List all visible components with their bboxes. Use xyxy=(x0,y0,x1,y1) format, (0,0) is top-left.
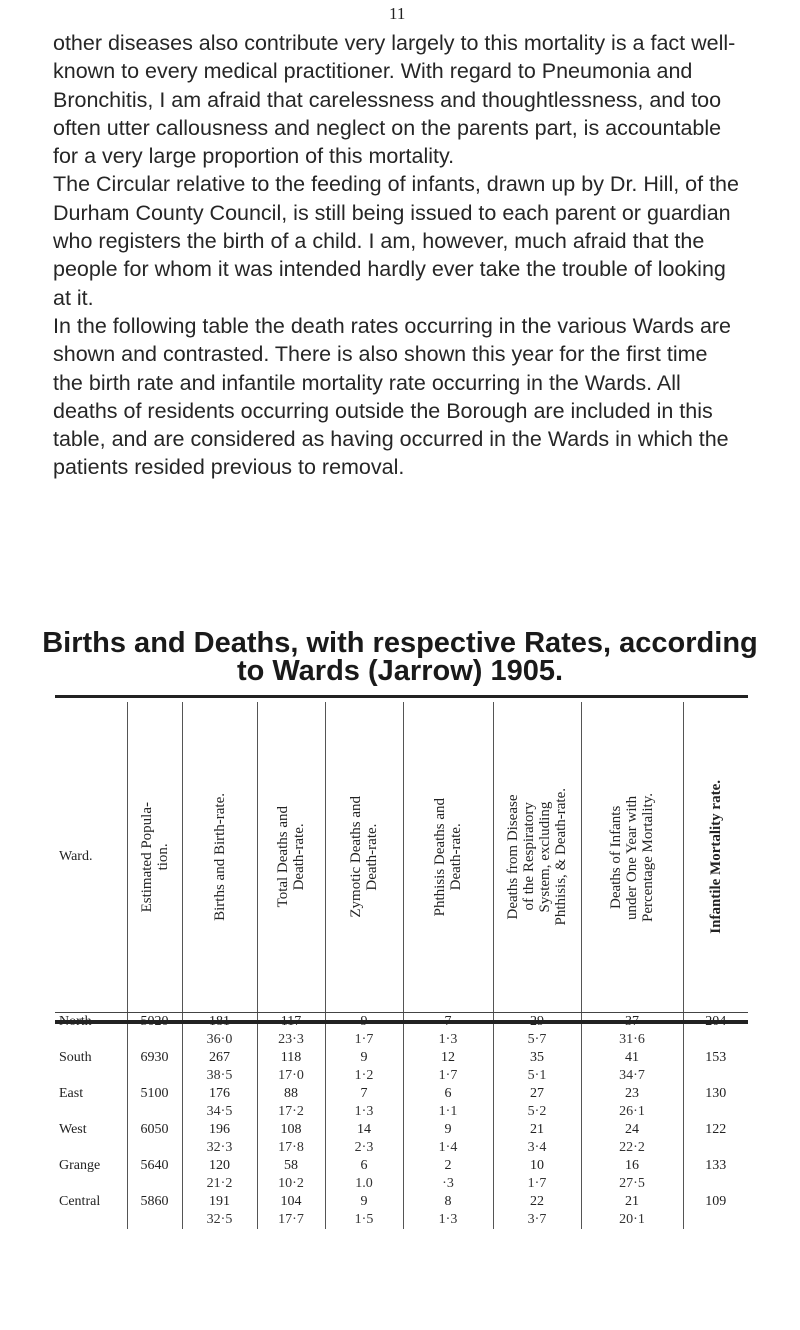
zymotic-rate-cell: 2·3 xyxy=(325,1139,403,1157)
infant-deaths-cell: 23 xyxy=(581,1085,683,1103)
header-phthisis: Phthisis Deaths and Death-rate. xyxy=(403,702,493,1013)
respiratory-rate-cell: 5·1 xyxy=(493,1067,581,1085)
total-deaths-cell: 118 xyxy=(257,1049,325,1067)
phthisis-rate-cell: 1·3 xyxy=(403,1211,493,1229)
births-cell: 191 xyxy=(182,1193,257,1211)
paragraph-2: The Circular relative to the feeding of infants, drawn up by Dr. Hill, of the Durham County Council, is still being issued to each parent or guardian who registers the birth of a child. I am, however, much afraid that the people for whom it was intended hardly ever take the trouble of looking at it. xyxy=(53,172,739,310)
infant-pct-cell: 26·1 xyxy=(581,1103,683,1121)
table-top-rule xyxy=(55,695,748,698)
header-zymotic: Zymotic Deaths and Death-rate. xyxy=(325,702,403,1013)
phthisis-rate-cell: 1·4 xyxy=(403,1139,493,1157)
total-rate-cell: 17·8 xyxy=(257,1139,325,1157)
infant-deaths-cell: 41 xyxy=(581,1049,683,1067)
ward-name: West xyxy=(59,1122,87,1137)
table-rate-row xyxy=(55,1175,748,1193)
respiratory-rate-cell: 3·7 xyxy=(493,1211,581,1229)
phthisis-cell: 8 xyxy=(403,1193,493,1211)
population-cell: 5860 xyxy=(127,1193,182,1211)
births-cell: 120 xyxy=(182,1157,257,1175)
infant-pct-cell: 31·6 xyxy=(581,1031,683,1049)
infantile-rate-cell: 133 xyxy=(683,1157,748,1175)
table-rate-row xyxy=(55,1067,748,1085)
respiratory-rate-cell: 5·7 xyxy=(493,1031,581,1049)
table-rate-row xyxy=(55,1103,748,1121)
infant-pct-cell: 20·1 xyxy=(581,1211,683,1229)
infant-pct-cell: 34·7 xyxy=(581,1067,683,1085)
table-row xyxy=(55,1121,748,1139)
births-rate-cell: 36·0 xyxy=(182,1031,257,1049)
births-rate-cell: 32·5 xyxy=(182,1211,257,1229)
table-row xyxy=(55,1049,748,1067)
births-rate-cell: 32·3 xyxy=(182,1139,257,1157)
population-cell: 6930 xyxy=(127,1049,182,1067)
population-cell: 6050 xyxy=(127,1121,182,1139)
ward-name: Grange xyxy=(59,1158,101,1173)
ward-name: Central xyxy=(59,1194,101,1209)
respiratory-cell: 22 xyxy=(493,1193,581,1211)
zymotic-rate-cell: 1.0 xyxy=(325,1175,403,1193)
infant-deaths-cell: 24 xyxy=(581,1121,683,1139)
phthisis-rate-cell: ·3 xyxy=(403,1175,493,1193)
infantile-rate-cell: 122 xyxy=(683,1121,748,1139)
zymotic-rate-cell: 1·3 xyxy=(325,1103,403,1121)
zymotic-rate-cell: 1·5 xyxy=(325,1211,403,1229)
table-rate-row xyxy=(55,1139,748,1157)
total-deaths-cell: 104 xyxy=(257,1193,325,1211)
paragraph-1: other diseases also contribute very largely to this mortality is a fact well-known to every medical practitioner. With regard to Pneumonia and Bronchitis, I am afraid that carelessness and thoughtlessness, and too often utter callousness and neglect on the parents part, is accountable for a very large proportion of this mortality. xyxy=(53,31,736,169)
table-title-line-1: Births and Deaths, with respective Rates, according xyxy=(42,627,758,659)
total-rate-cell: 23·3 xyxy=(257,1031,325,1049)
phthisis-rate-cell: 1·7 xyxy=(403,1067,493,1085)
phthisis-cell: 12 xyxy=(403,1049,493,1067)
infant-deaths-cell: 21 xyxy=(581,1193,683,1211)
births-cell: 176 xyxy=(182,1085,257,1103)
infant-pct-cell: 27·5 xyxy=(581,1175,683,1193)
total-deaths-cell: 58 xyxy=(257,1157,325,1175)
respiratory-cell: 27 xyxy=(493,1085,581,1103)
header-population: Estimated Popula- tion. xyxy=(127,702,182,1013)
births-rate-cell: 21·2 xyxy=(182,1175,257,1193)
respiratory-cell: 35 xyxy=(493,1049,581,1067)
table-rate-row xyxy=(55,1211,748,1229)
infantile-rate-cell: 109 xyxy=(683,1193,748,1211)
respiratory-rate-cell: 1·7 xyxy=(493,1175,581,1193)
infantile-rate-cell: 130 xyxy=(683,1085,748,1103)
phthisis-rate-cell: 1·1 xyxy=(403,1103,493,1121)
total-rate-cell: 17·0 xyxy=(257,1067,325,1085)
births-rate-cell: 38·5 xyxy=(182,1067,257,1085)
phthisis-rate-cell: 1·3 xyxy=(403,1031,493,1049)
infant-pct-cell: 22·2 xyxy=(581,1139,683,1157)
header-ward: Ward. xyxy=(55,702,127,1013)
population-cell: 5100 xyxy=(127,1085,182,1103)
table-row xyxy=(55,1085,748,1103)
table-header-row xyxy=(55,702,748,1013)
table-rate-row xyxy=(55,1031,748,1049)
total-rate-cell: 17·7 xyxy=(257,1211,325,1229)
respiratory-rate-cell: 3·4 xyxy=(493,1139,581,1157)
births-rate-cell: 34·5 xyxy=(182,1103,257,1121)
respiratory-cell: 21 xyxy=(493,1121,581,1139)
infant-deaths-cell: 16 xyxy=(581,1157,683,1175)
phthisis-cell: 2 xyxy=(403,1157,493,1175)
zymotic-cell: 6 xyxy=(325,1157,403,1175)
zymotic-rate-cell: 1·7 xyxy=(325,1031,403,1049)
ward-statistics-table xyxy=(55,702,748,1229)
header-infant-deaths: Deaths of Infants under One Year with Percentage Mortality. xyxy=(581,702,683,1013)
infantile-rate-cell: 153 xyxy=(683,1049,748,1067)
zymotic-cell: 7 xyxy=(325,1085,403,1103)
births-cell: 267 xyxy=(182,1049,257,1067)
header-respiratory: Deaths from Disease of the Respiratory System, excluding Phthisis, & Death-rate. xyxy=(493,702,581,1013)
births-cell: 196 xyxy=(182,1121,257,1139)
phthisis-cell: 9 xyxy=(403,1121,493,1139)
zymotic-cell: 14 xyxy=(325,1121,403,1139)
table-row xyxy=(55,1193,748,1211)
zymotic-cell: 9 xyxy=(325,1193,403,1211)
table-row xyxy=(55,1157,748,1175)
table-bottom-rule xyxy=(55,1020,748,1024)
header-total-deaths: Total Deaths and Death-rate. xyxy=(257,702,325,1013)
header-births: Births and Birth-rate. xyxy=(182,702,257,1013)
zymotic-rate-cell: 1·2 xyxy=(325,1067,403,1085)
header-infantile-rate: Infantile Mortality rate. xyxy=(683,702,748,1013)
total-deaths-cell: 108 xyxy=(257,1121,325,1139)
ward-name: South xyxy=(59,1050,92,1065)
total-deaths-cell: 88 xyxy=(257,1085,325,1103)
table-title-line-2: to Wards (Jarrow) 1905. xyxy=(236,655,564,687)
page-number: 11 xyxy=(389,4,406,23)
ward-name: East xyxy=(59,1086,84,1101)
population-cell: 5640 xyxy=(127,1157,182,1175)
zymotic-cell: 9 xyxy=(325,1049,403,1067)
total-rate-cell: 10·2 xyxy=(257,1175,325,1193)
paragraph-3: In the following table the death rates occurring in the various Wards are shown and contrasted. There is also shown this year for the first time the birth rate and infantile mortality rate occurring in the Wards. All deaths of residents occurring outside the Borough are included in this table, and are considered as having occurred in the Wards in which the patients resided previous to removal. xyxy=(53,313,732,480)
body-text xyxy=(53,29,743,482)
respiratory-rate-cell: 5·2 xyxy=(493,1103,581,1121)
respiratory-cell: 10 xyxy=(493,1157,581,1175)
total-rate-cell: 17·2 xyxy=(257,1103,325,1121)
phthisis-cell: 6 xyxy=(403,1085,493,1103)
